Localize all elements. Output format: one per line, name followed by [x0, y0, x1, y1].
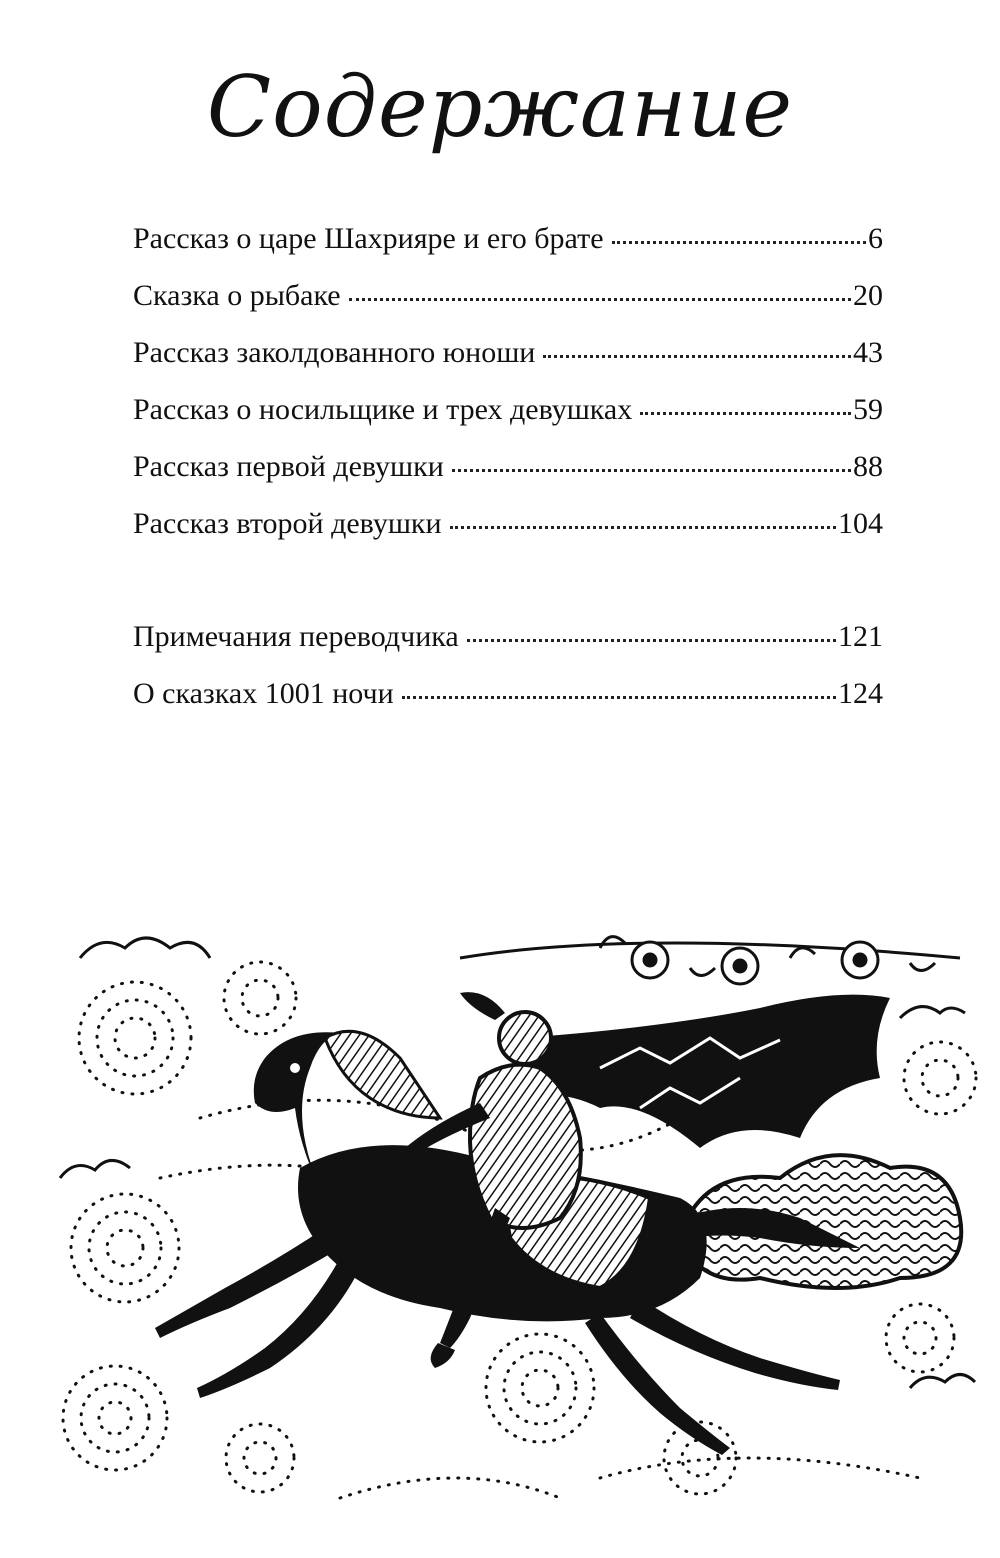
toc-entry[interactable] — [133, 665, 883, 722]
toc-page-number: 88 — [853, 450, 883, 483]
toc-entry[interactable] — [133, 438, 883, 495]
dot-leader — [450, 526, 836, 529]
toc-page-number: 59 — [853, 393, 883, 426]
dot-leader — [349, 298, 851, 301]
toc-entry[interactable] — [133, 324, 883, 381]
section-gap — [133, 552, 883, 608]
toc-entry-title: Рассказ о носильщике и трех девушках — [133, 393, 633, 426]
toc-entry[interactable] — [133, 608, 883, 665]
dot-leader — [640, 412, 851, 415]
toc-entry-title: О сказках 1001 ночи — [133, 677, 394, 710]
toc-page-number: 124 — [838, 677, 883, 710]
toc-entry-title: Рассказ о царе Шахрияре и его брате — [133, 222, 604, 255]
dot-leader — [467, 639, 836, 642]
toc-entry-title: Рассказ заколдованного юноши — [133, 336, 536, 369]
toc-entry-title: Сказка о рыбаке — [133, 279, 341, 312]
toc-entry-title: Примечания переводчика — [133, 620, 459, 653]
toc-page-number: 121 — [838, 620, 883, 653]
toc-entry-title: Рассказ первой девушки — [133, 450, 444, 483]
toc-entry[interactable] — [133, 495, 883, 552]
toc-entry[interactable] — [133, 267, 883, 324]
table-of-contents — [133, 210, 883, 722]
floral-vine — [460, 937, 960, 984]
toc-entry[interactable] — [133, 210, 883, 267]
horseman-illustration — [40, 918, 980, 1518]
dot-leader — [543, 355, 851, 358]
dot-leader — [612, 241, 866, 244]
dot-leader — [402, 696, 836, 699]
dot-leader — [452, 469, 851, 472]
toc-page-number: 104 — [838, 507, 883, 540]
toc-entry[interactable] — [133, 381, 883, 438]
toc-page-number: 6 — [868, 222, 883, 255]
toc-page-number: 43 — [853, 336, 883, 369]
toc-page-number: 20 — [853, 279, 883, 312]
page-title: Содержание — [206, 58, 794, 156]
toc-entry-title: Рассказ второй девушки — [133, 507, 442, 540]
